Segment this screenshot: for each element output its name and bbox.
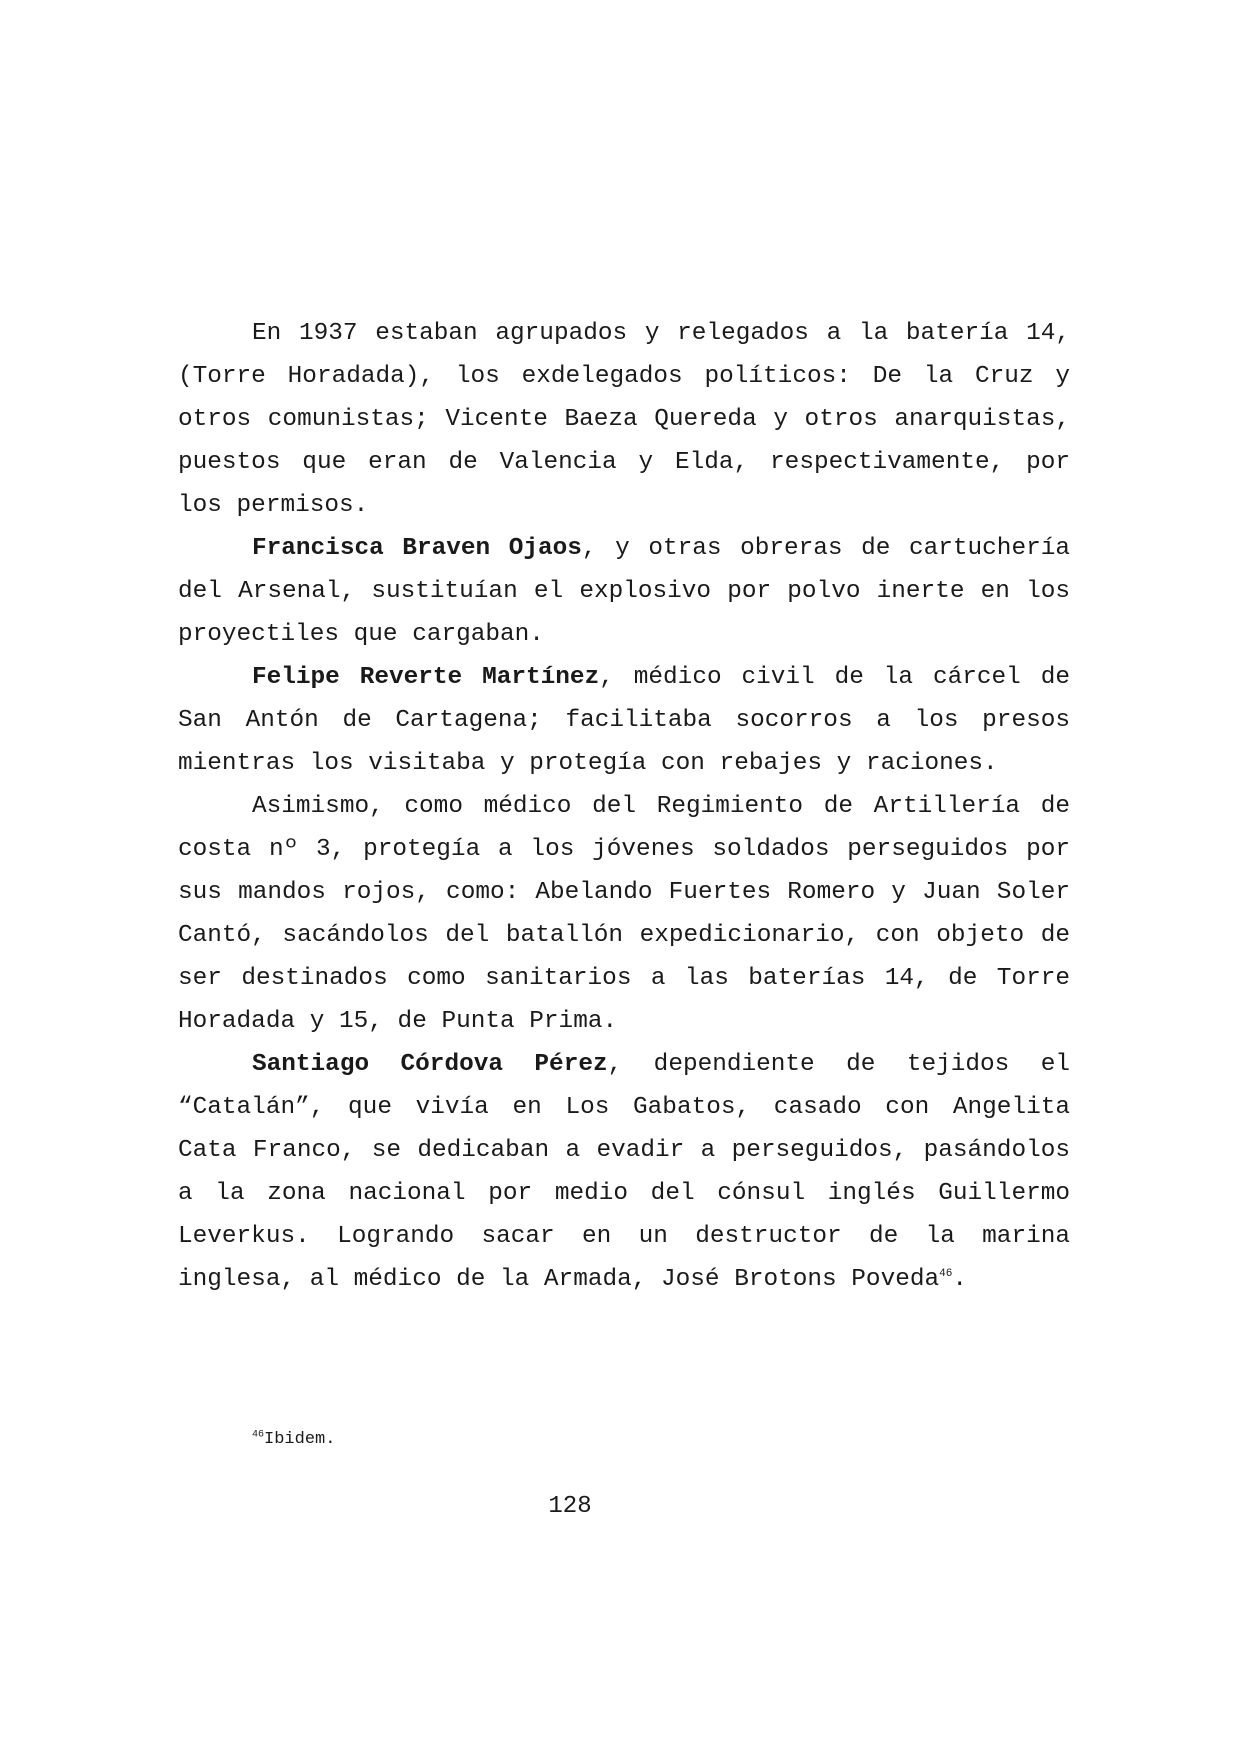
footnote	[252, 1428, 335, 1452]
person-name-francisca: Francisca Braven Ojaos	[252, 535, 582, 562]
person-name-felipe: Felipe Reverte Martínez	[252, 664, 600, 691]
paragraph-3-text: , médico civil de la cárcel de San Antón de Cartagena; facilitaba socorros a los presos mientras los visitaba y protegía con rebajes y raciones.	[178, 664, 1070, 777]
person-name-santiago: Santiago Córdova Pérez	[252, 1051, 608, 1078]
paragraph-5	[178, 1043, 1070, 1301]
footnote-reference[interactable]: 46	[939, 1267, 953, 1280]
paragraph-1-text: En 1937 estaban agrupados y relegados a la batería 14, (Torre Horadada), los exdelegados políticos: De la Cruz y otros comunistas; Vicente Baeza Quereda y otros anarquistas, puestos que eran de Valencia y Elda, respectivamente, por los permisos.	[178, 320, 1070, 519]
paragraph-2-text: , y otras obreras de cartuchería del Arsenal, sustituían el explosivo por polvo inerte en los proyectiles que cargaban.	[178, 535, 1070, 648]
body-text	[178, 312, 1070, 1301]
paragraph-5-tail: .	[952, 1266, 967, 1293]
paragraph-3	[178, 656, 1070, 785]
paragraph-5-text: , dependiente de tejidos el “Catalán”, que vivía en Los Gabatos, casado con Angelita Cata Franco, se dedicaban a evadir a perseguidos, pasándolos a la zona nacional por medio del cónsul inglés Guillermo Leverkus. Logrando sacar en un destructor de la marina inglesa, al médico de la Armada, José Brotons Poveda	[178, 1051, 1070, 1293]
page-number: 128	[548, 1493, 592, 1520]
paragraph-4-text: Asimismo, como médico del Regimiento de Artillería de costa nº 3, protegía a los jóvenes soldados perseguidos por sus mandos rojos, como: Abelando Fuertes Romero y Juan Soler Cantó, sacándolos del batallón expedicionario, con objeto de ser destinados como sanitarios a las baterías 14, de Torre Horadada y 15, de Punta Prima.	[178, 793, 1070, 1035]
paragraph-1	[178, 312, 1070, 527]
footnote-text: Ibidem.	[264, 1430, 336, 1449]
paragraph-4	[178, 785, 1070, 1043]
footnote-marker: 46	[252, 1429, 265, 1441]
paragraph-2	[178, 527, 1070, 656]
